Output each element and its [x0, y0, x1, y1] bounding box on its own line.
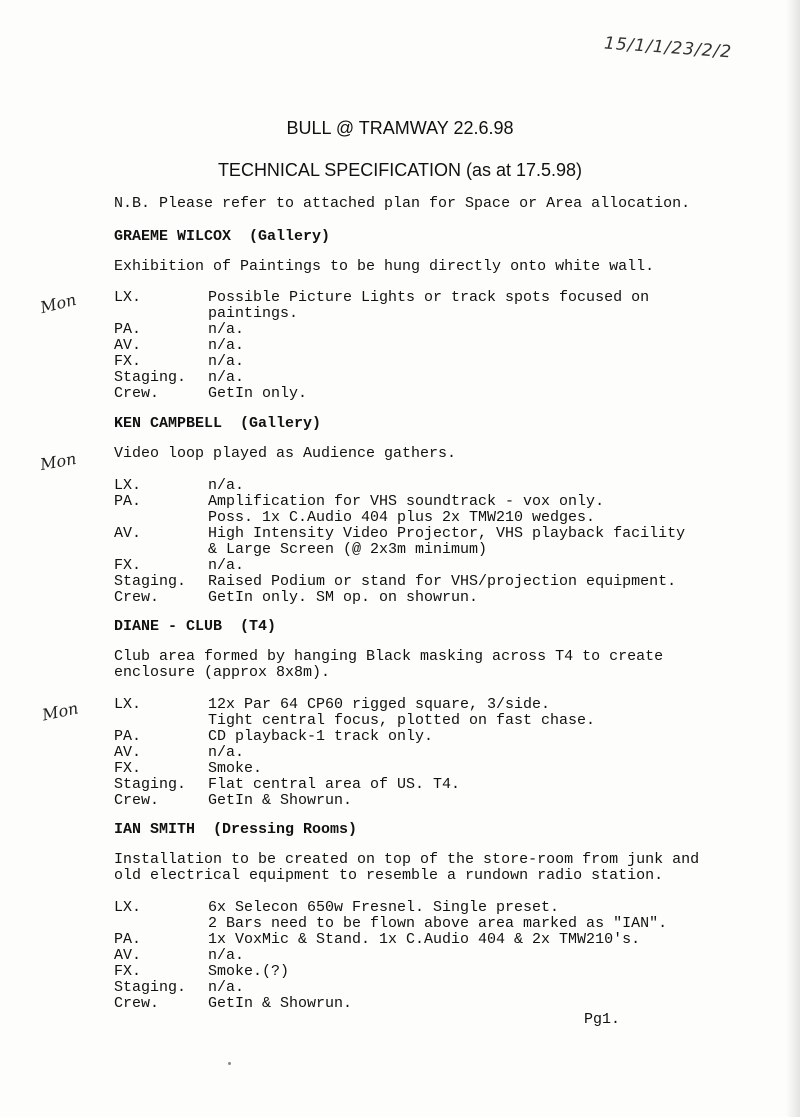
- spec-label: Staging.: [114, 979, 187, 996]
- spec-label: FX.: [114, 353, 142, 370]
- spec-label: LX.: [114, 477, 142, 494]
- spec-value: Poss. 1x C.Audio 404 plus 2x TMW210 wedges.: [208, 509, 596, 526]
- section-heading: IAN SMITH (Dressing Rooms): [114, 821, 358, 838]
- spec-label: AV.: [114, 744, 142, 761]
- spec-value: GetIn & Showrun.: [208, 995, 353, 1012]
- scan-speck: [228, 1062, 231, 1065]
- spec-label: AV.: [114, 525, 142, 542]
- spec-label: Staging.: [114, 776, 187, 793]
- spec-value: n/a.: [208, 557, 245, 574]
- spec-value: 6x Selecon 650w Fresnel. Single preset.: [208, 899, 560, 916]
- spec-label: Crew.: [114, 792, 160, 809]
- section-heading: KEN CAMPBELL (Gallery): [114, 415, 322, 432]
- margin-note-mon-1: Mon: [38, 289, 79, 318]
- spec-label: PA.: [114, 728, 142, 745]
- section-description: Installation to be created on top of the store-room from junk and: [114, 851, 700, 868]
- spec-value: n/a.: [208, 744, 245, 761]
- spec-label: Crew.: [114, 995, 160, 1012]
- spec-value: 12x Par 64 CP60 rigged square, 3/side.: [208, 696, 551, 713]
- spec-value: GetIn only.: [208, 385, 308, 402]
- spec-value: n/a.: [208, 321, 245, 338]
- spec-label: Crew.: [114, 385, 160, 402]
- spec-value: Amplification for VHS soundtrack - vox only.: [208, 493, 605, 510]
- section-description: Club area formed by hanging Black masking across T4 to create: [114, 648, 664, 665]
- spec-value: Possible Picture Lights or track spots focused on: [208, 289, 650, 306]
- spec-label: FX.: [114, 963, 142, 980]
- spec-label: PA.: [114, 321, 142, 338]
- spec-label: Crew.: [114, 589, 160, 606]
- spec-value: 1x VoxMic & Stand. 1x C.Audio 404 & 2x TMW210's.: [208, 931, 641, 948]
- spec-label: AV.: [114, 947, 142, 964]
- spec-value: n/a.: [208, 979, 245, 996]
- spec-value: Smoke.(?): [208, 963, 290, 980]
- spec-label: FX.: [114, 557, 142, 574]
- spec-value: n/a.: [208, 477, 245, 494]
- spec-value: Flat central area of US. T4.: [208, 776, 461, 793]
- spec-value: GetIn only. SM op. on showrun.: [208, 589, 479, 606]
- document-title: BULL @ TRAMWAY 22.6.98: [286, 118, 514, 138]
- document-subtitle: TECHNICAL SPECIFICATION (as at 17.5.98): [217, 160, 583, 180]
- spec-label: LX.: [114, 289, 142, 306]
- section-description: Video loop played as Audience gathers.: [114, 445, 457, 462]
- section-description: Exhibition of Paintings to be hung directly onto white wall.: [114, 258, 655, 275]
- spec-value: CD playback-1 track only.: [208, 728, 434, 745]
- spec-value: Smoke.: [208, 760, 263, 777]
- section-description: old electrical equipment to resemble a rundown radio station.: [114, 867, 664, 884]
- spec-value: n/a.: [208, 369, 245, 386]
- spec-label: LX.: [114, 696, 142, 713]
- spec-label: Staging.: [114, 369, 187, 386]
- section-description: enclosure (approx 8x8m).: [114, 664, 331, 681]
- spec-value: n/a.: [208, 353, 245, 370]
- spec-value: n/a.: [208, 337, 245, 354]
- spec-value: Raised Podium or stand for VHS/projection equipment.: [208, 573, 677, 590]
- spec-value: GetIn & Showrun.: [208, 792, 353, 809]
- allocation-note: N.B. Please refer to attached plan for Space or Area allocation.: [114, 195, 691, 212]
- spec-label: PA.: [114, 931, 142, 948]
- spec-value: High Intensity Video Projector, VHS playback facility: [208, 525, 686, 542]
- spec-value: 2 Bars need to be flown above area marked as "IAN".: [208, 915, 668, 932]
- spec-label: AV.: [114, 337, 142, 354]
- spec-label: FX.: [114, 760, 142, 777]
- margin-note-mon-3: Mon: [40, 698, 80, 725]
- spec-label: LX.: [114, 899, 142, 916]
- spec-value: n/a.: [208, 947, 245, 964]
- handwritten-reference: 15/1/1/23/2/2: [603, 33, 733, 63]
- spec-label: PA.: [114, 493, 142, 510]
- page-number: Pg1.: [584, 1011, 621, 1028]
- margin-note-mon-2: Mon: [38, 448, 78, 475]
- spec-value: Tight central focus, plotted on fast chase.: [208, 712, 596, 729]
- spec-value: paintings.: [208, 305, 299, 322]
- spec-value: & Large Screen (@ 2x3m minimum): [208, 541, 488, 558]
- section-heading: DIANE - CLUB (T4): [114, 618, 277, 635]
- section-heading: GRAEME WILCOX (Gallery): [114, 228, 331, 245]
- spec-label: Staging.: [114, 573, 187, 590]
